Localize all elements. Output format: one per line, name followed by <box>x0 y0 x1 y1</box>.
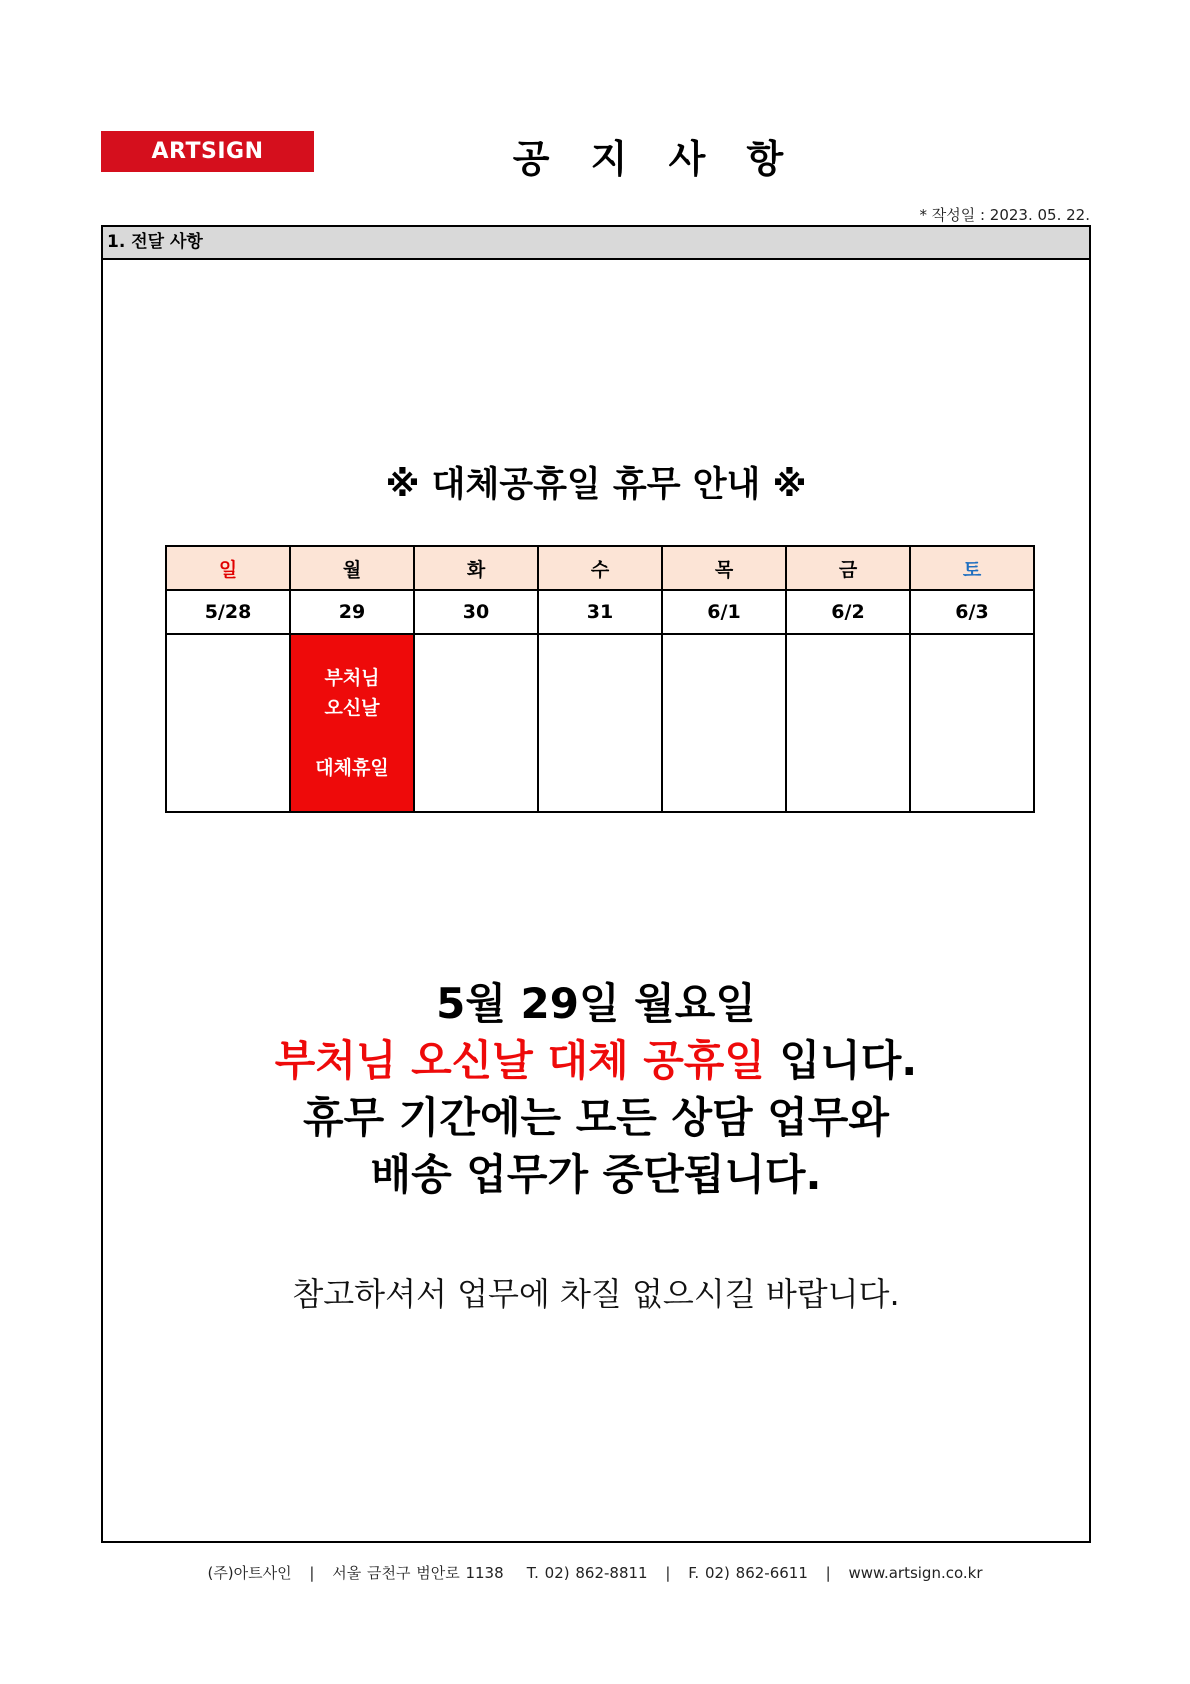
holiday-cell <box>290 634 414 812</box>
date-cell: 6/3 <box>910 590 1034 634</box>
holiday-label-line3: 대체휴일 <box>315 757 389 779</box>
date-cell: 29 <box>290 590 414 634</box>
page-title: 공 지 사 항 <box>512 137 798 181</box>
footer-separator: | <box>665 1564 671 1582</box>
weekday-sun: 일 <box>166 546 290 590</box>
message-holiday-highlight: 부처님 오신날 대체 공휴일 <box>274 1036 765 1085</box>
section-header: 1. 전달 사항 <box>103 227 1089 260</box>
date-cell: 31 <box>538 590 662 634</box>
event-row <box>166 634 1034 812</box>
notice-title: ※ 대체공휴일 휴무 안내 ※ <box>385 465 807 505</box>
footer-fax: F. 02) 862-6611 <box>688 1564 808 1582</box>
weekday-fri: 금 <box>786 546 910 590</box>
event-cell <box>786 634 910 812</box>
date-cell: 6/1 <box>662 590 786 634</box>
weekday-row <box>166 546 1034 590</box>
message-line2 <box>103 1032 1089 1089</box>
message-line4: 배송 업무가 중단됩니다. <box>370 1150 822 1199</box>
event-cell <box>662 634 786 812</box>
event-cell <box>414 634 538 812</box>
weekday-tue: 화 <box>414 546 538 590</box>
message-line2-rest: 입니다. <box>764 1036 918 1085</box>
event-cell <box>538 634 662 812</box>
weekday-sat: 토 <box>910 546 1034 590</box>
event-cell <box>166 634 290 812</box>
main-message <box>103 975 1089 1203</box>
holiday-calendar <box>165 545 1035 813</box>
footer-website-link[interactable]: www.artsign.co.kr <box>848 1564 983 1582</box>
date-cell: 30 <box>414 590 538 634</box>
artsign-logo: ARTSIGN <box>101 131 314 172</box>
footer-company: (주)아트사인 <box>207 1564 292 1582</box>
sub-message: 참고하셔서 업무에 차질 없으시길 바랍니다. <box>292 1275 900 1313</box>
message-line1: 5월 29일 월요일 <box>436 979 756 1028</box>
date-cell: 5/28 <box>166 590 290 634</box>
footer-address: 서울 금천구 범안로 1138 <box>332 1564 504 1582</box>
event-cell <box>910 634 1034 812</box>
notice-frame <box>101 225 1091 1543</box>
footer-tel: T. 02) 862-8811 <box>526 1564 648 1582</box>
holiday-label-line2: 오신날 <box>324 697 380 719</box>
footer-separator: | <box>309 1564 315 1582</box>
weekday-mon: 월 <box>290 546 414 590</box>
date-cell: 6/2 <box>786 590 910 634</box>
date-row <box>166 590 1034 634</box>
footer-separator: | <box>825 1564 831 1582</box>
written-date: * 작성일 : 2023. 05. 22. <box>919 206 1090 224</box>
holiday-label-line1: 부처님 <box>324 667 380 689</box>
footer <box>0 1562 1190 1583</box>
message-line3: 휴무 기간에는 모든 상담 업무와 <box>303 1093 889 1142</box>
weekday-thu: 목 <box>662 546 786 590</box>
weekday-wed: 수 <box>538 546 662 590</box>
